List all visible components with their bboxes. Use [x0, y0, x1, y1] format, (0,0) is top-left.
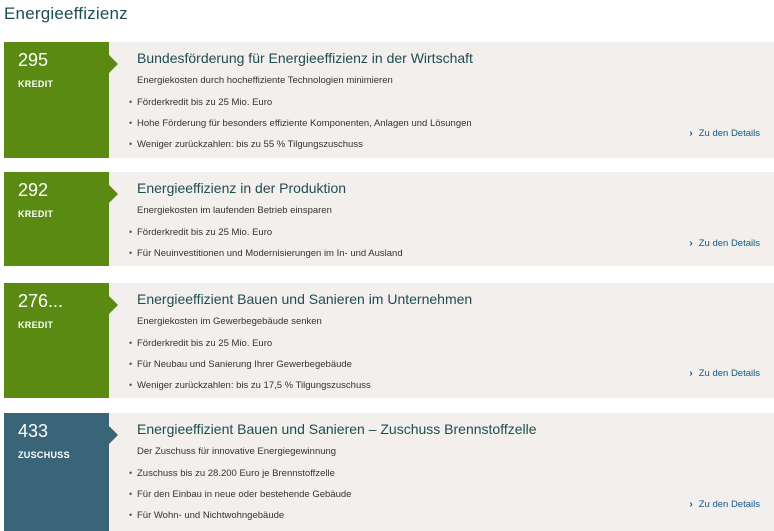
details-link[interactable]: › Zu den Details — [689, 128, 760, 139]
program-card-433[interactable] — [4, 413, 774, 531]
program-number: 433 — [18, 421, 49, 441]
program-card-276[interactable] — [4, 283, 774, 398]
bullet-icon: • — [129, 227, 133, 237]
program-badge — [4, 413, 109, 531]
chevron-right-icon: › — [689, 238, 693, 249]
program-subtitle: Energiekosten im Gewerbegebäude senken — [137, 316, 322, 327]
badge-arrow-icon — [109, 55, 118, 73]
program-card-292[interactable] — [4, 172, 774, 266]
program-type: KREDIT — [18, 79, 54, 89]
chevron-right-icon: › — [689, 128, 693, 139]
bullet-icon: • — [129, 338, 133, 348]
badge-arrow-icon — [109, 426, 118, 444]
program-title[interactable]: Bundesförderung für Energieeffizienz in der Wirtschaft — [137, 50, 473, 66]
bullet-icon: • — [129, 380, 133, 390]
list-item: • Hohe Förderung für besonders effiziente Komponenten, Anlagen und Lösungen — [129, 118, 472, 129]
program-title[interactable]: Energieeffizient Bauen und Sanieren – Zuschuss Brennstoffzelle — [137, 421, 537, 437]
badge-arrow-icon — [109, 185, 118, 203]
program-subtitle: Der Zuschuss für innovative Energiegewinnung — [137, 446, 337, 457]
program-number: 276... — [18, 291, 64, 311]
program-number: 292 — [18, 180, 49, 200]
details-link[interactable]: › Zu den Details — [689, 238, 760, 249]
program-title[interactable]: Energieeffizienz in der Produktion — [137, 180, 347, 196]
chevron-right-icon: › — [689, 499, 693, 510]
program-title[interactable]: Energieeffizient Bauen und Sanieren im Unternehmen — [137, 291, 473, 307]
bullet-icon: • — [129, 139, 133, 149]
list-item: • Zuschuss bis zu 28.200 Euro je Brennstoffzelle — [129, 468, 335, 479]
bullet-icon: • — [129, 468, 133, 478]
program-type: ZUSCHUSS — [18, 450, 70, 460]
chevron-right-icon: › — [689, 368, 693, 379]
program-bullet-list — [129, 467, 351, 530]
bullet-icon: • — [129, 489, 133, 499]
program-badge — [4, 42, 109, 158]
bullet-icon: • — [129, 118, 133, 128]
program-type: KREDIT — [18, 320, 54, 330]
program-subtitle: Energiekosten durch hocheffiziente Technologien minimieren — [137, 75, 393, 86]
program-bullet-list — [129, 226, 403, 268]
bullet-icon: • — [129, 97, 133, 107]
program-bullet-list — [129, 337, 371, 400]
list-item: • Weniger zurückzahlen: bis zu 55 % Tilgungszuschuss — [129, 139, 363, 150]
badge-arrow-icon — [109, 296, 118, 314]
bullet-icon: • — [129, 359, 133, 369]
list-item: • Weniger zurückzahlen: bis zu 17,5 % Tilgungszuschuss — [129, 380, 371, 391]
list-item: • Für Neubau und Sanierung Ihrer Gewerbegebäude — [129, 359, 352, 370]
program-badge — [4, 283, 109, 398]
program-type: KREDIT — [18, 209, 54, 219]
list-item: • Förderkredit bis zu 25 Mio. Euro — [129, 338, 273, 349]
details-link[interactable]: › Zu den Details — [689, 499, 760, 510]
list-item: • Für Wohn- und Nichtwohngebäude — [129, 510, 285, 521]
program-bullet-list — [129, 96, 472, 159]
details-link[interactable]: › Zu den Details — [689, 368, 760, 379]
list-item: • Förderkredit bis zu 25 Mio. Euro — [129, 227, 273, 238]
program-subtitle: Energiekosten im laufenden Betrieb einsparen — [137, 205, 332, 216]
page-title: Energieeffizienz — [4, 4, 128, 23]
list-item: • Förderkredit bis zu 25 Mio. Euro — [129, 97, 273, 108]
bullet-icon: • — [129, 248, 133, 258]
program-card-295[interactable] — [4, 42, 774, 158]
bullet-icon: • — [129, 510, 133, 520]
list-item: • Für Neuinvestitionen und Modernisierungen im In- und Ausland — [129, 248, 403, 259]
program-badge — [4, 172, 109, 266]
program-number: 295 — [18, 50, 49, 70]
list-item: • Für den Einbau in neue oder bestehende Gebäude — [129, 489, 352, 500]
